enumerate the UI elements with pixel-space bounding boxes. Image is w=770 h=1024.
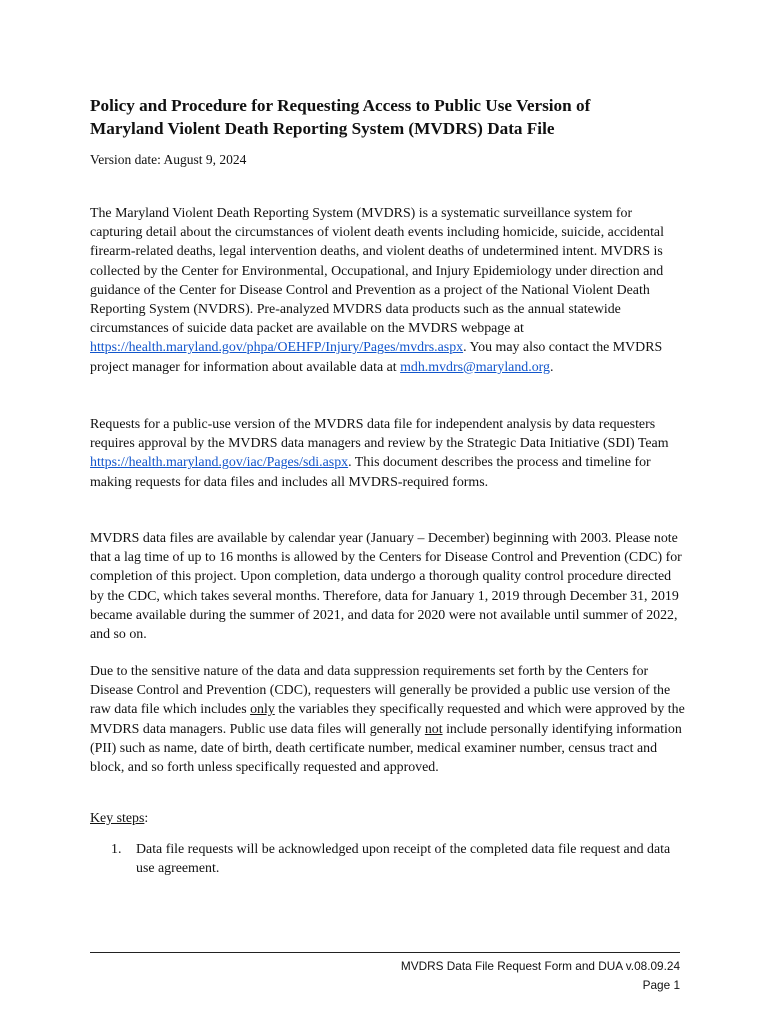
sdi-link[interactable]: https://health.maryland.gov/iac/Pages/sdi.aspx [90,455,349,471]
intro-paragraph [90,204,686,377]
version-date: Version date: August 9, 2024 [90,152,247,167]
footer-divider [90,952,680,953]
emphasis-only: only [250,702,275,718]
sensitivity-text-b: the variables they specifically requested and which were approved by the MVDRS data managers. Public use data files will generally [90,702,685,737]
key-steps-heading [90,809,148,828]
requests-text-end: . This document describes the process and timeline for making requests for data files and includes all MVDRS-required forms. [90,455,651,490]
key-steps-label: Key steps [90,811,145,826]
mvdrs-webpage-link[interactable]: https://health.maryland.gov/phpa/OEHFP/Injury/Pages/mvdrs.aspx [90,340,464,356]
intro-text: The Maryland Violent Death Reporting System (MVDRS) is a systematic surveillance system for capturing detail about the circumstances of violent death events including homicide, suicide, accidental firearm-related deaths, legal intervention deaths, and violent deaths of undetermined intent. MVDRS is collected by the Center for Environmental, Occupational, and Injury Epidemiology under direction and guidance of the Center for Disease Control and Prevention as a project of the National Violent Death Reporting System (NVDRS). Pre-analyzed MVDRS data products such as the annual statewide circumstances of suicide data packet are available on the MVDRS webpage at [90,206,664,337]
footer-form-label: MVDRS Data File Request Form and DUA v.08.09.24 [400,959,680,973]
page-footer [401,957,680,995]
intro-text-mid: . You may also contact the MVDRS project manager for information about available data at [90,340,663,375]
requests-text: Requests for a public-use version of the MVDRS data file for independent analysis by data requesters requires approval by the MVDRS data managers and review by the Strategic Data Initiative (SDI) Team [90,417,669,452]
availability-paragraph: MVDRS data files are available by calendar year (January – December) beginning with 2003. Please note that a lag time of up to 16 months is allowed by the Centers for Disease Control and Prevention (CDC) for completion of this project. Upon completion, data undergo a thorough quality control procedure directed by the CDC, which takes several months. Therefore, data for January 1, 2019 through December 31, 2019 became available during the summer of 2021, and data for 2020 were not available until summer of 2022, and so on. [90,531,682,643]
sensitivity-text-c: include personally identifying information (PII) such as name, date of birth, death certificate number, medical examiner number, census tract and block, and so forth unless specifically requested and approved. [90,721,682,776]
title-line-1: Policy and Procedure for Requesting Access to Public Use Version of [90,96,591,115]
step-text: Data file requests will be acknowledged upon receipt of the completed data file request and data use agreement. [136,842,671,877]
key-steps-colon: : [144,811,149,826]
footer-page-number: Page 1 [642,978,680,992]
requests-paragraph [90,415,686,492]
sensitivity-text-a: Due to the sensitive nature of the data and data suppression requirements set forth by the Centers for Disease Control and Prevention (CDC), requesters will generally be provided a public use version of the raw data file which includes [90,664,671,718]
step-number: 1. [111,842,122,857]
emphasis-not: not [424,721,443,737]
title-line-2: Maryland Violent Death Reporting System (MVDRS) Data File [90,119,555,138]
document-title [90,94,690,140]
intro-text-end: . [549,359,554,375]
document-body [90,94,690,877]
sensitivity-paragraph [90,662,686,777]
mvdrs-email-link[interactable]: mdh.mvdrs@maryland.org [400,359,550,375]
